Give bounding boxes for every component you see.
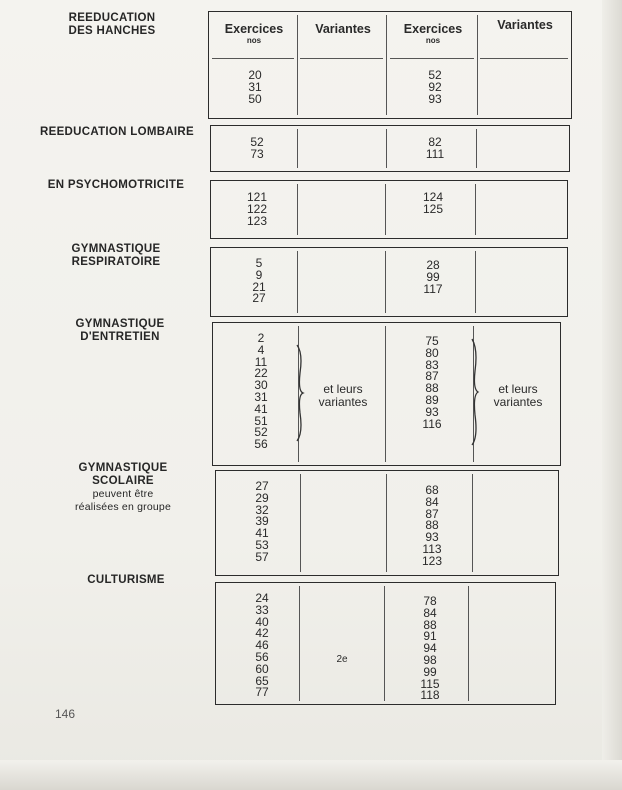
exercise-number: 84 <box>425 494 439 509</box>
variant-text-line: variantes <box>493 395 543 409</box>
exercise-number: 84 <box>423 605 437 620</box>
exercise-number: 117 <box>423 281 443 296</box>
exercise-number: 92 <box>428 79 442 94</box>
header-sub: nos <box>246 36 262 45</box>
section-label-line: REEDUCATION LOMBAIRE <box>40 126 195 138</box>
exercise-number: 123 <box>421 553 443 568</box>
exercise-number: 57 <box>255 549 269 564</box>
section-label-line: DES HANCHES <box>68 25 156 37</box>
variant-note-right <box>478 383 558 409</box>
page-gutter-shadow <box>602 0 622 790</box>
table-box-scolaire <box>215 470 559 576</box>
variant-mark-left <box>302 653 382 666</box>
page-bottom-shadow <box>0 760 622 790</box>
section-label-line: CULTURISME <box>87 574 165 586</box>
variant-text-line: variantes <box>318 395 368 409</box>
exercise-number: 52 <box>250 135 264 149</box>
exercise-number: 2 <box>257 331 265 345</box>
section-label-line: RESPIRATOIRE <box>71 256 161 268</box>
exercise-number: 56 <box>254 437 268 452</box>
section-label-line: EN PSYCHOMOTRICITE <box>47 179 185 191</box>
exercise-number: 60 <box>255 661 269 676</box>
exercise-number: 125 <box>422 201 444 216</box>
exercise-number: 33 <box>255 602 269 617</box>
exercise-number: 21 <box>252 279 266 294</box>
exercise-number: 11 <box>254 354 268 369</box>
exercise-number: 50 <box>248 91 262 106</box>
exercise-number: 42 <box>255 626 269 641</box>
section-label-note: réalisées en groupe <box>74 501 172 513</box>
exercise-number: 122 <box>246 201 268 216</box>
exercise-number: 123 <box>246 213 268 228</box>
exercise-number: 115 <box>420 676 440 691</box>
exercise-number: 30 <box>254 378 268 393</box>
exercise-number: 5 <box>255 256 263 270</box>
variant-mark: 2e <box>336 654 348 665</box>
exercise-number: 68 <box>425 483 439 497</box>
section-label-line: GYMNASTIQUE <box>71 243 161 255</box>
exercise-list-left <box>240 481 284 564</box>
exercise-list-right <box>413 70 457 105</box>
exercise-number: 116 <box>422 416 442 431</box>
header-text: Exercices <box>403 22 463 36</box>
exercise-list-left <box>240 593 284 699</box>
exercise-number: 111 <box>425 146 445 161</box>
exercise-number: 20 <box>248 68 262 82</box>
exercise-number: 124 <box>422 190 444 204</box>
exercise-number: 9 <box>255 267 263 282</box>
exercise-list-right <box>411 192 455 216</box>
exercise-number: 31 <box>254 389 268 404</box>
exercise-number: 77 <box>255 685 269 700</box>
table-box-lombaire <box>210 125 570 172</box>
exercise-number: 88 <box>425 381 439 396</box>
header-text: Variantes <box>497 18 553 32</box>
exercise-number: 24 <box>255 591 269 605</box>
exercise-number: 82 <box>428 135 442 149</box>
exercise-number: 28 <box>426 258 440 272</box>
exercise-number: 22 <box>254 366 268 381</box>
section-label-psychomotricite <box>46 179 186 192</box>
exercise-number: 51 <box>254 413 268 428</box>
exercise-list-left <box>235 137 279 161</box>
variant-text-line: et leurs <box>323 382 363 396</box>
exercise-list-left <box>233 70 277 105</box>
exercise-number: 93 <box>428 91 442 106</box>
exercise-number: 78 <box>423 594 437 608</box>
exercise-number: 65 <box>255 673 269 688</box>
exercise-list-left <box>239 333 283 451</box>
section-label-line: REEDUCATION <box>68 12 156 24</box>
exercise-number: 75 <box>425 334 439 348</box>
exercise-number: 27 <box>252 291 266 306</box>
exercise-number: 94 <box>423 641 437 656</box>
header-sub: nos <box>425 36 441 45</box>
page-number: 146 <box>55 707 76 721</box>
exercise-list-left <box>235 192 279 227</box>
exercise-number: 91 <box>423 629 437 644</box>
exercise-number: 29 <box>255 490 269 505</box>
exercise-number: 88 <box>425 518 439 533</box>
section-label-entretien <box>70 318 170 344</box>
exercise-number: 40 <box>255 614 269 629</box>
exercise-number: 99 <box>426 269 440 284</box>
table-box-respiratoire <box>210 247 568 317</box>
table-box-culturisme <box>215 582 556 705</box>
exercise-number: 41 <box>255 526 269 541</box>
exercise-number: 80 <box>425 345 439 360</box>
exercise-number: 113 <box>422 541 442 556</box>
header-text: Variantes <box>315 22 371 36</box>
section-label-note: peuvent être <box>92 488 154 500</box>
exercise-number: 4 <box>257 342 265 357</box>
exercise-number: 87 <box>425 506 439 521</box>
exercise-list-right <box>408 596 452 702</box>
exercise-number: 73 <box>250 146 264 161</box>
exercise-number: 87 <box>425 369 439 384</box>
section-label-line: GYMNASTIQUE <box>78 462 168 474</box>
exercise-number: 31 <box>248 79 262 94</box>
exercise-number: 93 <box>425 404 439 419</box>
section-label-line: GYMNASTIQUE <box>75 318 165 330</box>
section-label-line: SCOLAIRE <box>92 475 154 487</box>
exercise-number: 53 <box>255 537 269 552</box>
exercise-number: 98 <box>423 652 437 667</box>
exercise-list-right <box>411 260 455 295</box>
header-variantes-2 <box>481 18 569 32</box>
exercise-number: 27 <box>255 479 269 493</box>
exercise-number: 99 <box>423 664 437 679</box>
section-label-respiratoire <box>66 243 166 269</box>
exercise-number: 32 <box>255 502 269 517</box>
table-box-entretien <box>212 322 561 466</box>
exercise-list-right <box>410 485 454 568</box>
variant-text-line: et leurs <box>498 382 538 396</box>
section-label-culturisme <box>76 574 176 587</box>
table-box-psychomotricite <box>210 180 568 239</box>
exercise-number: 41 <box>254 401 268 416</box>
exercise-number: 83 <box>425 357 439 372</box>
header-exercices-1 <box>215 22 293 45</box>
header-exercices-2 <box>390 22 476 45</box>
exercise-number: 52 <box>254 425 268 440</box>
exercise-number: 88 <box>423 617 437 632</box>
exercise-number: 56 <box>255 649 269 664</box>
exercise-list-left <box>237 258 281 305</box>
header-text: Exercices <box>224 22 284 36</box>
section-label-line: D'ENTRETIEN <box>80 331 160 343</box>
variant-note-left <box>303 383 383 409</box>
exercise-list-right <box>410 336 454 430</box>
exercise-number: 118 <box>420 688 440 703</box>
header-variantes-1 <box>301 22 385 36</box>
exercise-number: 52 <box>428 68 442 82</box>
exercise-number: 39 <box>255 514 269 529</box>
section-label-scolaire <box>68 462 178 514</box>
exercise-list-right <box>413 137 457 161</box>
section-label-lombaire <box>40 126 195 139</box>
exercise-number: 121 <box>246 190 268 204</box>
exercise-number: 46 <box>255 638 269 653</box>
exercise-number: 89 <box>425 392 439 407</box>
table-box-hanches <box>208 11 572 119</box>
exercise-number: 93 <box>425 530 439 545</box>
section-label-hanches <box>62 12 162 38</box>
